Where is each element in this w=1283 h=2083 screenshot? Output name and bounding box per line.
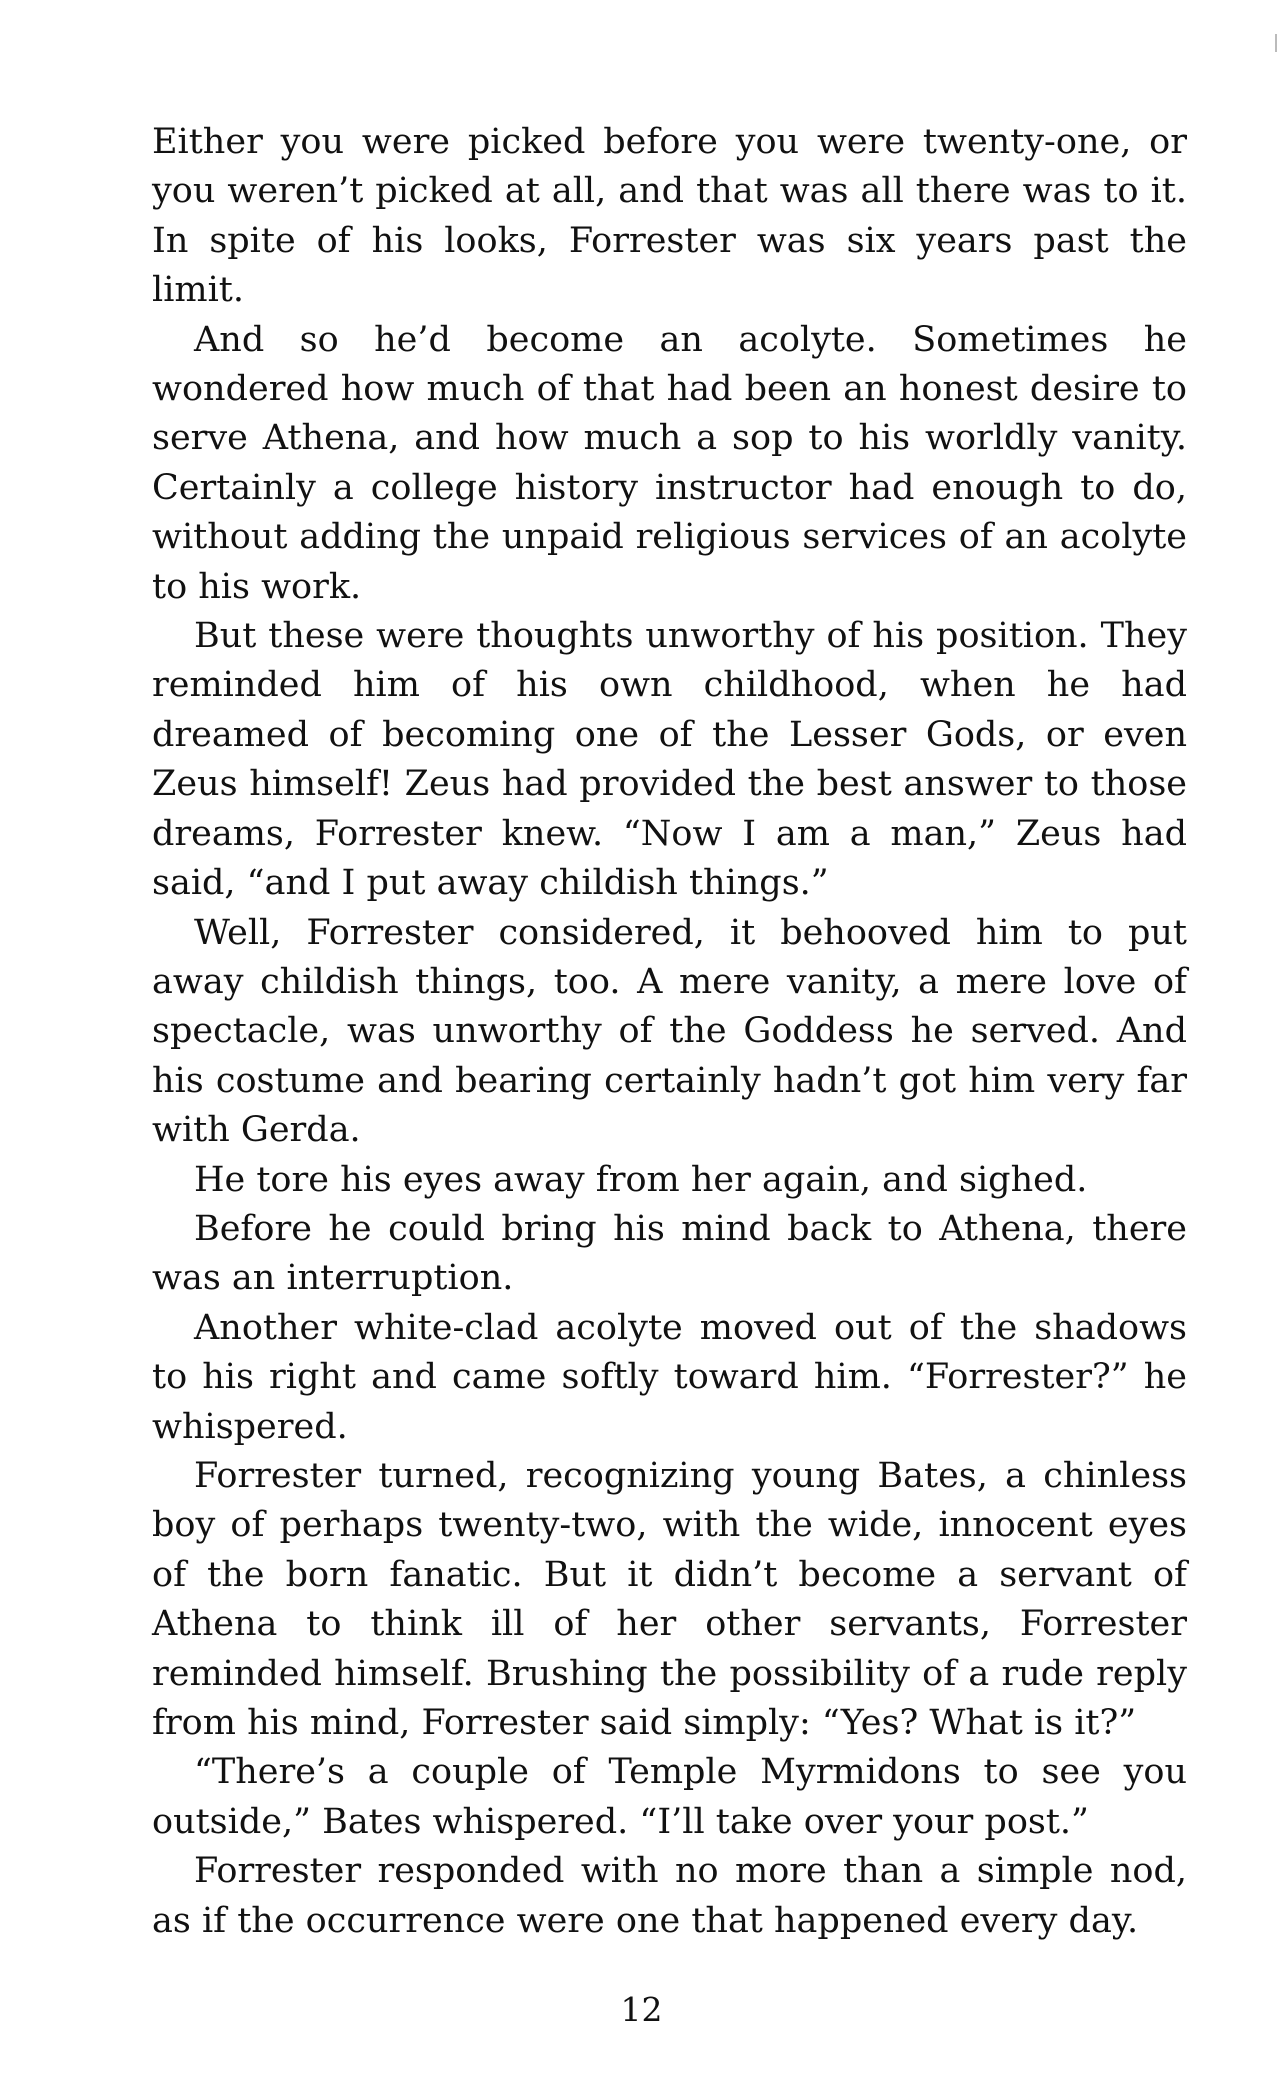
paragraph-1: Either you were picked before you were twenty-one, or you weren’t picked at all, and that was all there was to it. In spite of his looks, Forrester was six years past the limit. — [152, 122, 1187, 311]
scan-edge-mark — [1275, 34, 1277, 52]
paragraph-3: But these were thoughts unworthy of his position. They reminded him of his own childhood, when he had dreamed of becoming one of the Lesser Gods, or even Zeus himself! Zeus had provided the best answer to those dreams, Forrester knew. “Now I am a man,” Zeus had said, “and I put away childish things.” — [152, 616, 1187, 904]
paragraph-9: “There’s a couple of Temple Myrmidons to see you outside,” Bates whispered. “I’ll take over your post.” — [152, 1752, 1187, 1842]
paragraph-2: And so he’d become an acolyte. Sometimes he wondered how much of that had been an honest desire to serve Athena, and how much a sop to his worldly vanity. Certainly a college history instructor had enough to do, without adding the unpaid religious services of an acolyte to his work. — [152, 319, 1187, 607]
paragraph-6: Before he could bring his mind back to Athena, there was an interruption. — [152, 1208, 1187, 1299]
paragraph-4: Well, Forrester considered, it behooved him to put away childish things, too. A mere vanity, a mere love of spectacle, was unworthy of the Goddess he served. And his costume and bearing certainly hadn’t got him very far with Gerda. — [152, 912, 1187, 1151]
paragraph-8: Forrester turned, recognizing young Bates, a chinless boy of perhaps twenty-two, with the wide, innocent eyes of the born fanatic. But it didn’t become a servant of Athena to think ill of her other servants, Forrester reminded himself. Brushing the possibility of a rude reply from his mind, Forrester said simply: “Yes? What is it?” — [152, 1455, 1187, 1743]
paragraph-5: He tore his eyes away from her again, and sighed. — [194, 1159, 1088, 1200]
page-number: 12 — [620, 1990, 663, 2029]
paragraph-7: Another white-clad acolyte moved out of the shadows to his right and came softly toward him. “Forrester?” he whispered. — [152, 1307, 1187, 1447]
paragraph-10: Forrester responded with no more than a simple nod, as if the occurrence were one that happened every day. — [152, 1851, 1187, 1941]
book-page-text — [152, 118, 1187, 1946]
